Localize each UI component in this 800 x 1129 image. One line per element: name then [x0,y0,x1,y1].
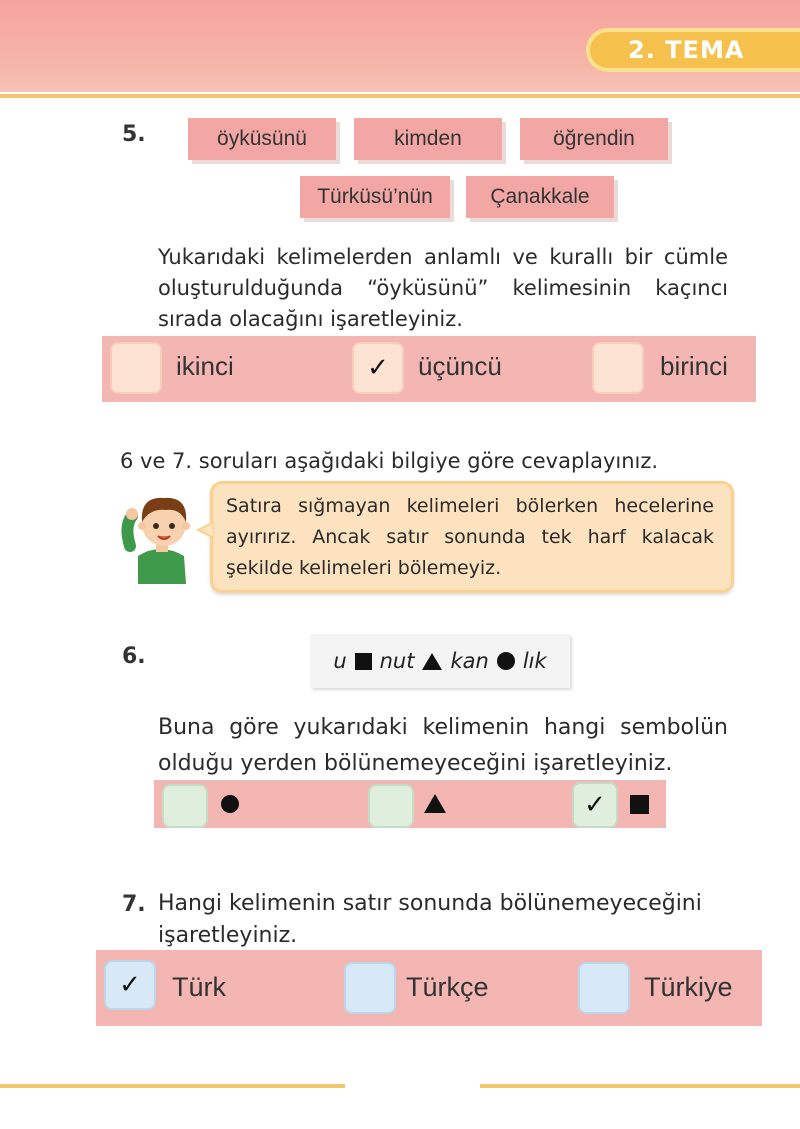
info-text: Satıra sığmayan kelimeleri bölerken hecelerine ayırırız. Ancak satır sonunda tek harf kalacak şekilde kelimeleri bölemeyiz. [226,495,714,579]
syllable-2: nut [379,649,415,673]
triangle-symbol-icon [422,653,442,670]
q6-option-3-square-icon [630,795,649,814]
question-5-number: 5. [122,122,146,147]
question-6-text: Buna göre yukarıdaki kelimenin hangi sembolün olduğu yerden bölünemeyeceğini işaretleyiniz. [158,715,728,776]
question-7-text: Hangi kelimenin satır sonunda bölünemeyeceğini işaretleyiniz. [158,891,702,948]
word-card-1: öyküsünü [188,118,336,160]
footer-line-right [480,1084,800,1088]
header-divider [0,94,800,98]
q5-option-3-checkbox[interactable] [592,342,644,394]
footer-line-left [0,1084,345,1088]
tema-label: 2. TEMA [628,36,745,64]
q6-option-2-checkbox[interactable] [368,784,414,828]
boy-illustration [120,486,206,584]
q7-option-3-label: Türkiye [644,972,733,1002]
word-card-5: Çanakkale [466,176,614,218]
q7-option-3-checkbox[interactable] [578,962,630,1014]
word-card-2: kimden [354,118,502,160]
q7-option-1-checkbox[interactable]: ✓ [104,960,156,1010]
q5-option-1-checkbox[interactable] [110,342,162,394]
q5-option-2-checkbox[interactable]: ✓ [352,342,404,394]
syllable-1: u [333,649,347,673]
word-card-3: öğrendin [520,118,668,160]
q6-option-1-checkbox[interactable] [162,784,208,828]
syllable-word-card [310,634,570,688]
q7-option-2-label: Türkçe [406,972,489,1002]
q5-option-1-label: ikinci [176,351,234,381]
question-6-number: 6. [122,644,146,669]
q7-option-2-checkbox[interactable] [344,962,396,1014]
syllable-3: kan [450,649,489,673]
q6-option-1-circle-icon [220,794,240,814]
section-instruction: 6 ve 7. soruları aşağıdaki bilgiye göre cevaplayınız. [120,449,659,473]
q7-option-1-label: Türk [172,972,226,1002]
square-symbol-icon [355,653,372,670]
question-5-text: Yukarıdaki kelimelerden anlamlı ve kurallı bir cümle oluşturulduğunda “öyküsünü” kelimesinin kaçıncı sırada olacağını işaretleyiniz. [158,245,728,331]
word-card-4: Türküsü’nün [300,176,450,218]
q5-option-3-label: birinci [660,351,728,381]
circle-symbol-icon [497,652,515,670]
speech-bubble-tail [196,520,214,540]
syllable-4: lık [522,649,547,673]
question-7-number: 7. [122,892,146,917]
q6-option-2-triangle-icon [424,794,446,813]
q6-option-3-checkbox[interactable]: ✓ [572,782,618,828]
q5-option-2-label: üçüncü [418,351,502,381]
